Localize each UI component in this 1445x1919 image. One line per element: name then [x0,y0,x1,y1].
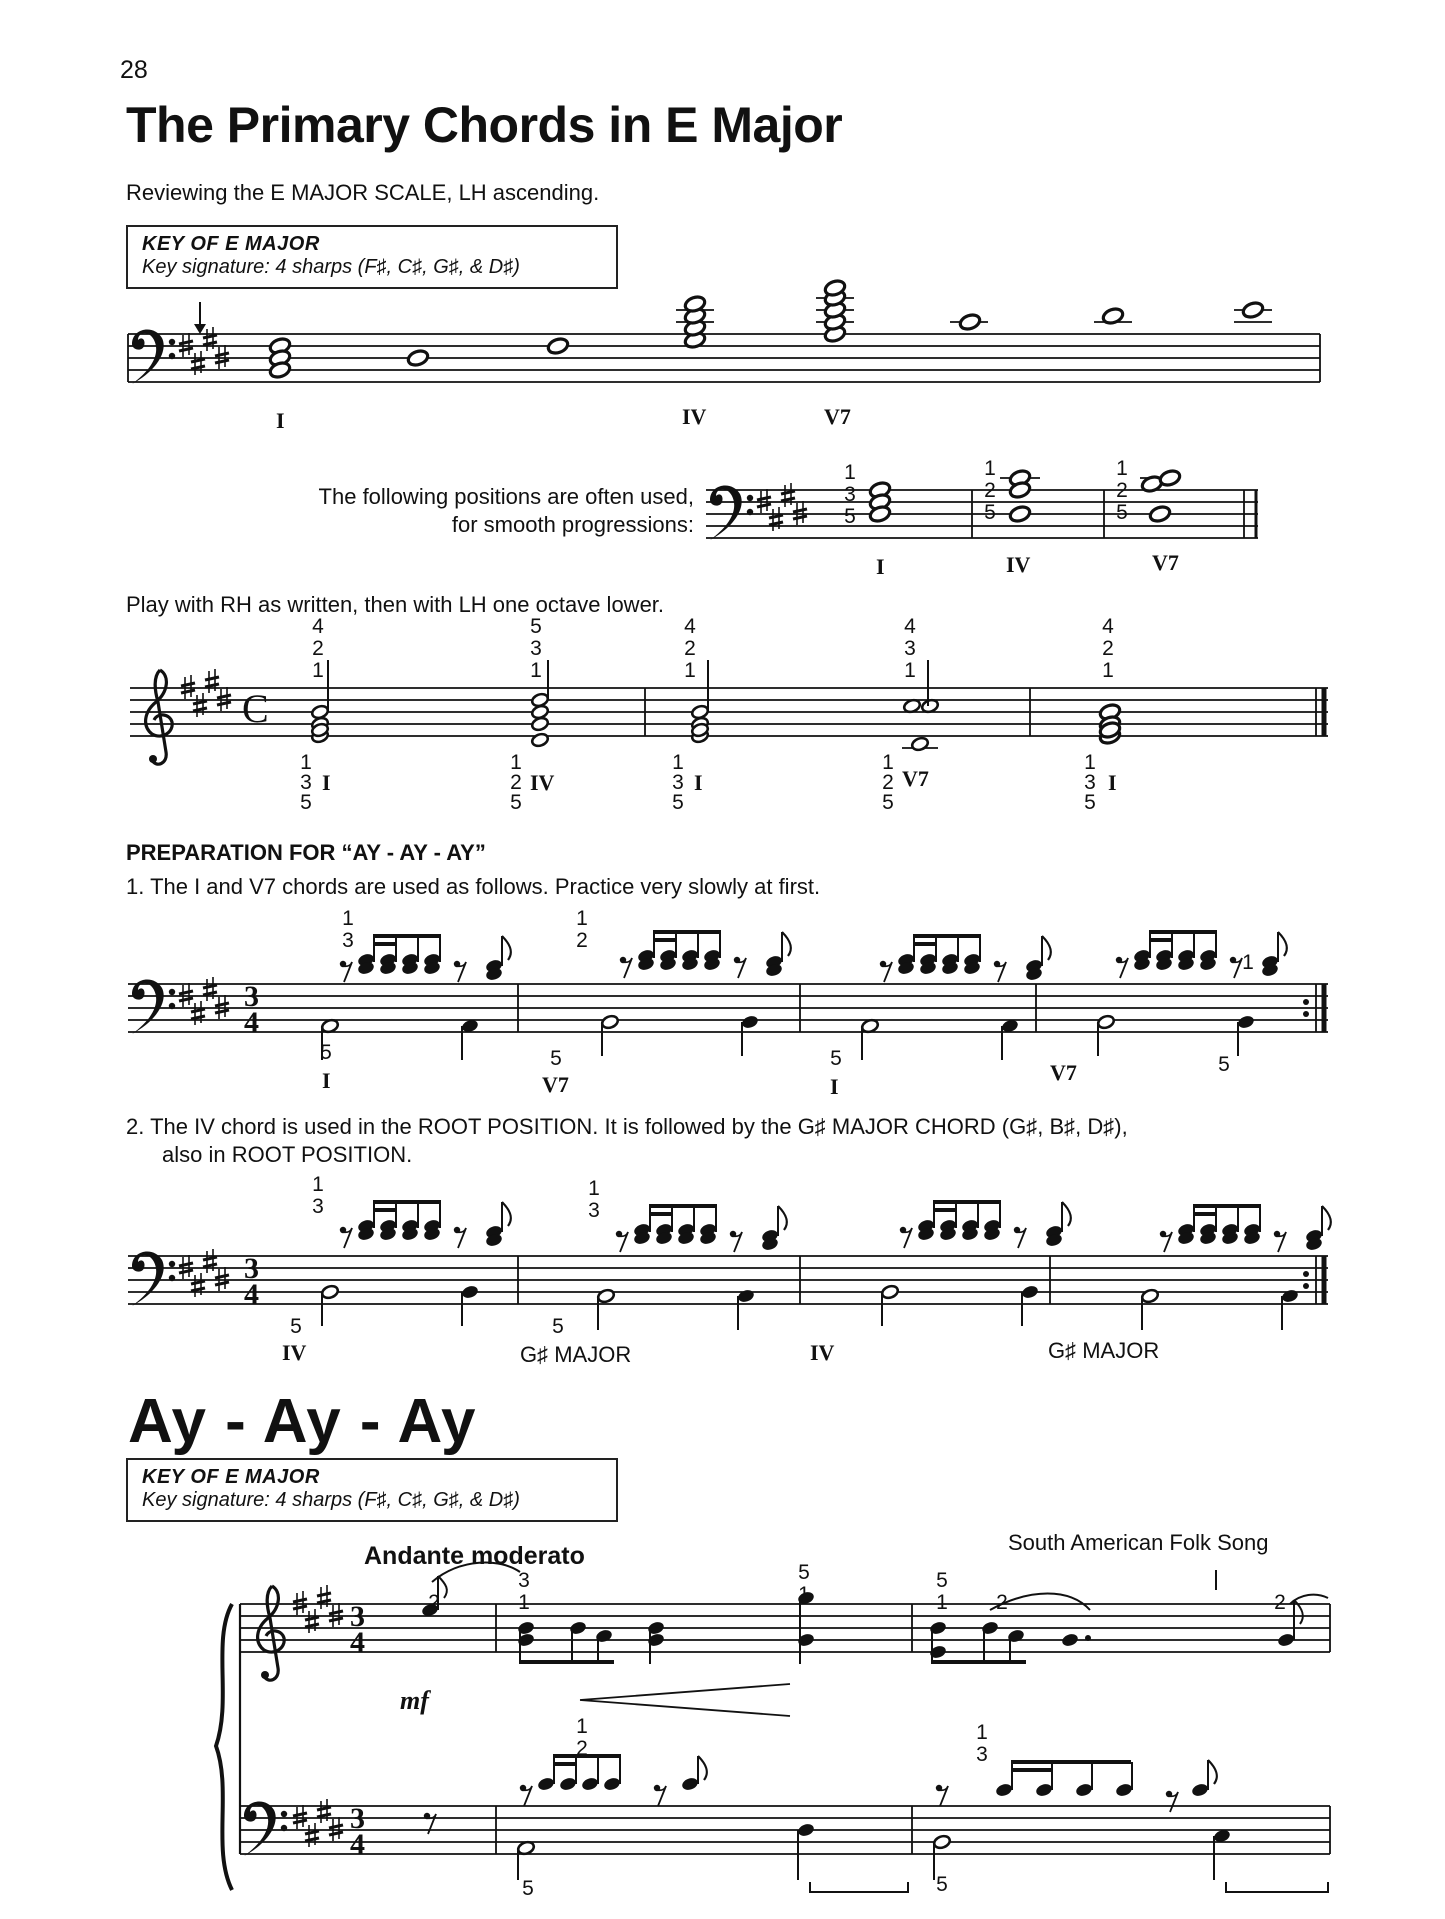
song-fing-t1: 2 [428,1591,440,1614]
prog-bot-fing-3a: 1 [672,751,684,774]
prog-label-4: V7 [902,766,929,791]
prog-top-fing-1c: 1 [312,659,324,682]
pos-label-IV: IV [1006,552,1031,577]
time-sig-bottom: 4 [244,1006,259,1039]
step1-label-4: V7 [1050,1060,1077,1085]
song-fing-b4: 5 [936,1873,948,1896]
dynamic-marking: mf [400,1686,429,1715]
prog-bot-fing-5a: 1 [1084,751,1096,774]
prog-bot-fing-2a: 1 [510,751,522,774]
step1-label-1: I [322,1068,331,1093]
time-sig-top-2: 3 [244,1252,259,1285]
prog-bot-fing-1c: 5 [300,791,312,814]
step1-top-fing-1b: 3 [342,929,354,952]
song-fing-t3b: 1 [798,1583,810,1606]
prog-top-fing-2b: 3 [530,637,542,660]
preparation-step1: 1. The I and V7 chords are used as follows. Practice very slowly at first. [126,874,821,899]
song-title: Ay - Ay - Ay [128,1387,477,1456]
song-fing-b1a: 1 [576,1715,588,1738]
pos-fing-1-3: 3 [844,483,856,506]
step2-label-3: IV [810,1340,835,1365]
prog-bot-fing-3b: 3 [672,771,684,794]
preparation-step2-line1: 2. The IV chord is used in the ROOT POSITION. It is followed by the G♯ MAJOR CHORD (G♯, B♯, D♯), [126,1114,1128,1139]
step1-fing-2: 5 [550,1047,562,1070]
prog-bot-fing-1b: 3 [300,771,312,794]
song-source: South American Folk Song [1008,1530,1269,1555]
time-sig-bottom-2: 4 [244,1278,259,1311]
prog-bot-fing-4c: 5 [882,791,894,814]
scale-label-I: I [276,408,285,433]
prog-top-fing-2a: 5 [530,615,542,638]
positions-text-line2: for smooth progressions: [451,512,694,537]
prog-top-fing-5b: 2 [1102,637,1114,660]
song-key-signature-box [126,1458,618,1522]
step2-top-fing-2a: 1 [588,1177,600,1200]
staff-scale [128,278,1320,384]
staff-song [216,1563,1330,1892]
preparation-step2-line2: also in ROOT POSITION. [162,1142,413,1167]
scale-label-V7: V7 [824,404,851,429]
step1-fing-1: 5 [320,1041,332,1064]
page-title: The Primary Chords in E Major [126,97,843,153]
prog-label-3: I [694,770,703,795]
step2-top-fing-1a: 1 [312,1173,324,1196]
song-bass-time-top: 3 [350,1802,365,1835]
song-fing-b1b: 2 [576,1737,588,1760]
step2-fing-1: 5 [290,1315,302,1338]
song-key-box-title: KEY OF E MAJOR [142,1466,320,1488]
page-number: 28 [120,56,148,84]
play-instruction: Play with RH as written, then with LH one octave lower. [126,592,665,617]
song-fing-t2b: 1 [518,1591,530,1614]
song-time-top: 3 [350,1600,365,1633]
step1-top-fing-2a: 1 [576,907,588,930]
song-fing-b2a: 1 [976,1721,988,1744]
prog-top-fing-4a: 4 [904,615,916,638]
pos-fing-3-2: 2 [1116,479,1128,502]
step1-fing-3: 5 [830,1047,842,1070]
pos-fing-2-5: 5 [984,501,996,524]
pos-label-V7: V7 [1152,550,1179,575]
step1-top-fing-3a: 1 [1242,951,1254,974]
prog-top-fing-3c: 1 [684,659,696,682]
prog-label-2: IV [530,770,555,795]
step1-top-fing-1a: 1 [342,907,354,930]
prog-bot-fing-4a: 1 [882,751,894,774]
prog-bot-fing-5c: 5 [1084,791,1096,814]
pos-fing-1-1: 1 [844,461,856,484]
prog-bot-fing-3c: 5 [672,791,684,814]
prog-bot-fing-5b: 3 [1084,771,1096,794]
key-box-title: KEY OF E MAJOR [142,233,320,255]
pos-fing-2-2: 2 [984,479,996,502]
step2-label-4: G♯ MAJOR [1048,1338,1160,1363]
prog-bot-fing-2b: 2 [510,771,522,794]
song-time-bottom: 4 [350,1626,365,1659]
song-fing-t6: 2 [1274,1591,1286,1614]
prog-top-fing-4c: 1 [904,659,916,682]
step1-fing-4: 5 [1218,1053,1230,1076]
step1-label-3: I [830,1074,839,1099]
song-fing-b2b: 3 [976,1743,988,1766]
prog-top-fing-3a: 4 [684,615,696,638]
prog-top-fing-1b: 2 [312,637,324,660]
pos-fing-2-1: 1 [984,457,996,480]
song-fing-t3a: 5 [798,1561,810,1584]
song-fing-t4a: 5 [936,1569,948,1592]
song-fing-b3: 5 [522,1877,534,1900]
staff-step2 [128,1200,1331,1330]
step1-label-2: V7 [542,1072,569,1097]
prog-top-fing-5c: 1 [1102,659,1114,682]
pos-fing-3-5: 5 [1116,501,1128,524]
song-tempo: Andante moderato [364,1542,585,1570]
song-fing-t4b: 1 [936,1591,948,1614]
prog-top-fing-5a: 4 [1102,615,1114,638]
key-box-signature: Key signature: 4 sharps (F♯, C♯, G♯, & D♯) [142,256,520,278]
time-sig-top: 3 [244,980,259,1013]
song-key-box-signature: Key signature: 4 sharps (F♯, C♯, G♯, & D♯) [142,1489,520,1511]
prog-bot-fing-1a: 1 [300,751,312,774]
preparation-heading: PREPARATION FOR “AY - AY - AY” [126,840,486,865]
intro-text: Reviewing the E MAJOR SCALE, LH ascending. [126,180,600,205]
step2-top-fing-2b: 3 [588,1199,600,1222]
song-fing-t2a: 3 [518,1569,530,1592]
song-fing-t5: 2 [996,1591,1008,1614]
scale-label-IV: IV [682,404,707,429]
step2-top-fing-1b: 3 [312,1195,324,1218]
pos-fing-3-1: 1 [1116,457,1128,480]
prog-top-fing-3b: 2 [684,637,696,660]
step2-label-2: G♯ MAJOR [520,1342,632,1367]
prog-label-1: I [322,770,331,795]
step1-top-fing-2b: 2 [576,929,588,952]
staff-step1 [128,930,1328,1060]
prog-top-fing-2c: 1 [530,659,542,682]
song-bass-time-bottom: 4 [350,1828,365,1861]
prog-bot-fing-2c: 5 [510,791,522,814]
pos-label-I: I [876,554,885,579]
pos-fing-1-5: 5 [844,505,856,528]
common-time-sign: C [242,686,269,731]
prog-top-fing-1a: 4 [312,615,324,638]
prog-label-5: I [1108,770,1117,795]
step2-label-1: IV [282,1340,307,1365]
prog-bot-fing-4b: 2 [882,771,894,794]
step2-fing-2: 5 [552,1315,564,1338]
prog-top-fing-4b: 3 [904,637,916,660]
positions-text-line1: The following positions are often used, [318,484,694,509]
